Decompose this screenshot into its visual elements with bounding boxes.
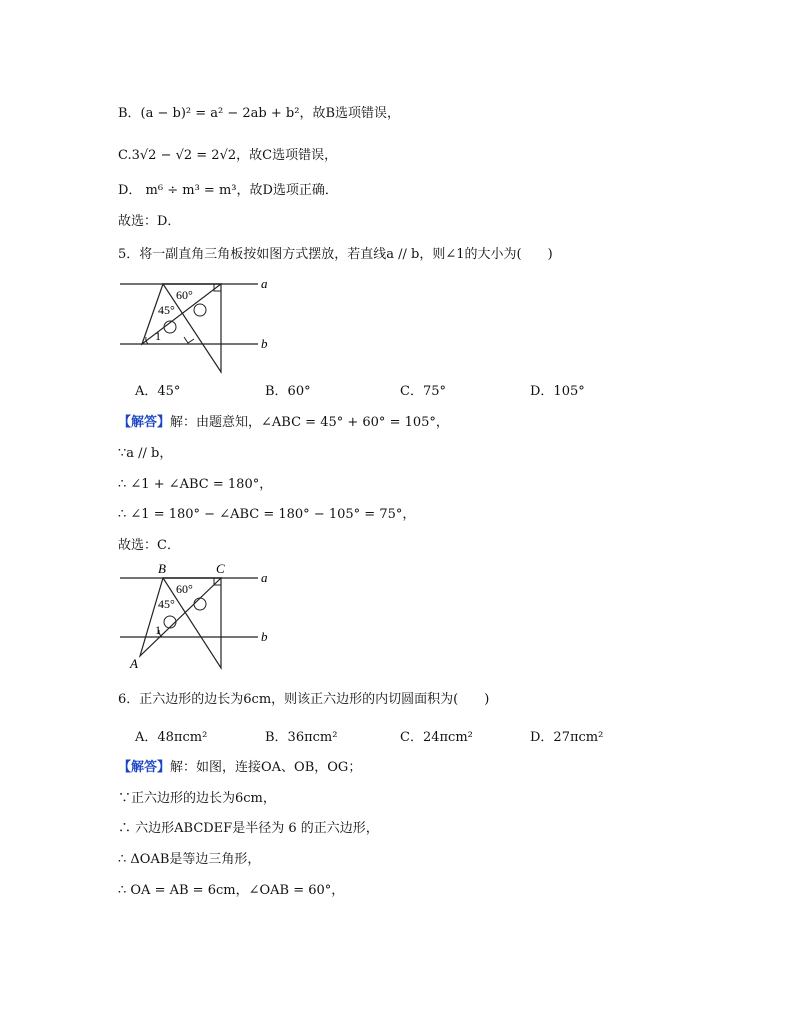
q6-option-c: C．24πcm² [400, 730, 473, 745]
option-b-analysis: B．(a − b)² = a² − 2ab + b²，故B选项错误， [118, 106, 401, 121]
q5-step-1: ∵a // b， [118, 446, 173, 461]
label-C: C [216, 561, 225, 576]
question-6: 6．正六边形的边长为6cm，则该正六边形的内切圆面积为( ) [118, 692, 490, 707]
label-45: 45° [158, 597, 175, 611]
q5-option-c: C．75° [400, 384, 446, 399]
label-60: 60° [176, 582, 193, 596]
q5-option-d: D．105° [530, 384, 585, 399]
label-a: a [261, 570, 268, 585]
hole-circle-2 [194, 304, 206, 316]
label-1: 1 [155, 623, 161, 637]
q5-solution [118, 413, 449, 433]
answer-q5: 故选：C． [118, 538, 180, 553]
option-c-analysis: C.3√2 − √2 = 2√2，故C选项错误， [118, 148, 338, 163]
q6-option-b: B．36πcm² [265, 730, 338, 745]
q6-step-2: ∴ 六边形ABCDEF是半径为 6 的正六边形， [118, 821, 379, 836]
q5-step-3: ∴ ∠1 = 180° − ∠ABC = 180° − 105° = 75°， [118, 507, 416, 522]
q5-step-2: ∴ ∠1 + ∠ABC = 180°， [118, 477, 273, 492]
solution-text: 解：如图，连接OA、OB，OG； [170, 760, 362, 775]
q6-option-a: A．48πcm² [135, 730, 208, 745]
solution-label: 【解答】 [118, 415, 171, 430]
label-b: b [261, 629, 268, 644]
label-60: 60° [176, 288, 193, 302]
question-5: 5．将一副直角三角板按如图方式摆放，若直线a // b，则∠1的大小为( ) [118, 247, 553, 262]
hole-circle-2 [194, 598, 206, 610]
q6-option-d: D．27πcm² [530, 730, 604, 745]
label-A: A [130, 656, 138, 671]
figure-q5-labeled [118, 560, 278, 672]
label-B: B [158, 561, 166, 576]
hole-circle-1 [164, 616, 176, 628]
solution-text: 解：由题意知，∠ABC = 45° + 60° = 105°， [170, 415, 449, 430]
q6-step-4: ∴ OA = AB = 6cm，∠OAB = 60°， [118, 883, 345, 898]
q6-step-1: ∵正六边形的边长为6cm， [118, 791, 276, 806]
label-45: 45° [158, 303, 175, 317]
q6-step-3: ∴ ΔOAB是等边三角形， [118, 852, 261, 867]
answer-q4: 故选：D． [118, 214, 181, 229]
label-a: a [261, 276, 268, 291]
q5-option-b: B．60° [265, 384, 311, 399]
label-1: 1 [155, 329, 161, 343]
solution-label: 【解答】 [118, 760, 171, 775]
q5-option-a: A．45° [135, 384, 181, 399]
label-b: b [261, 336, 268, 351]
q6-solution [118, 758, 361, 778]
option-d-analysis: D． m⁶ ÷ m³ = m³，故D选项正确． [118, 183, 338, 198]
right-angle-mark-2 [184, 337, 194, 343]
figure-q5 [118, 272, 278, 380]
